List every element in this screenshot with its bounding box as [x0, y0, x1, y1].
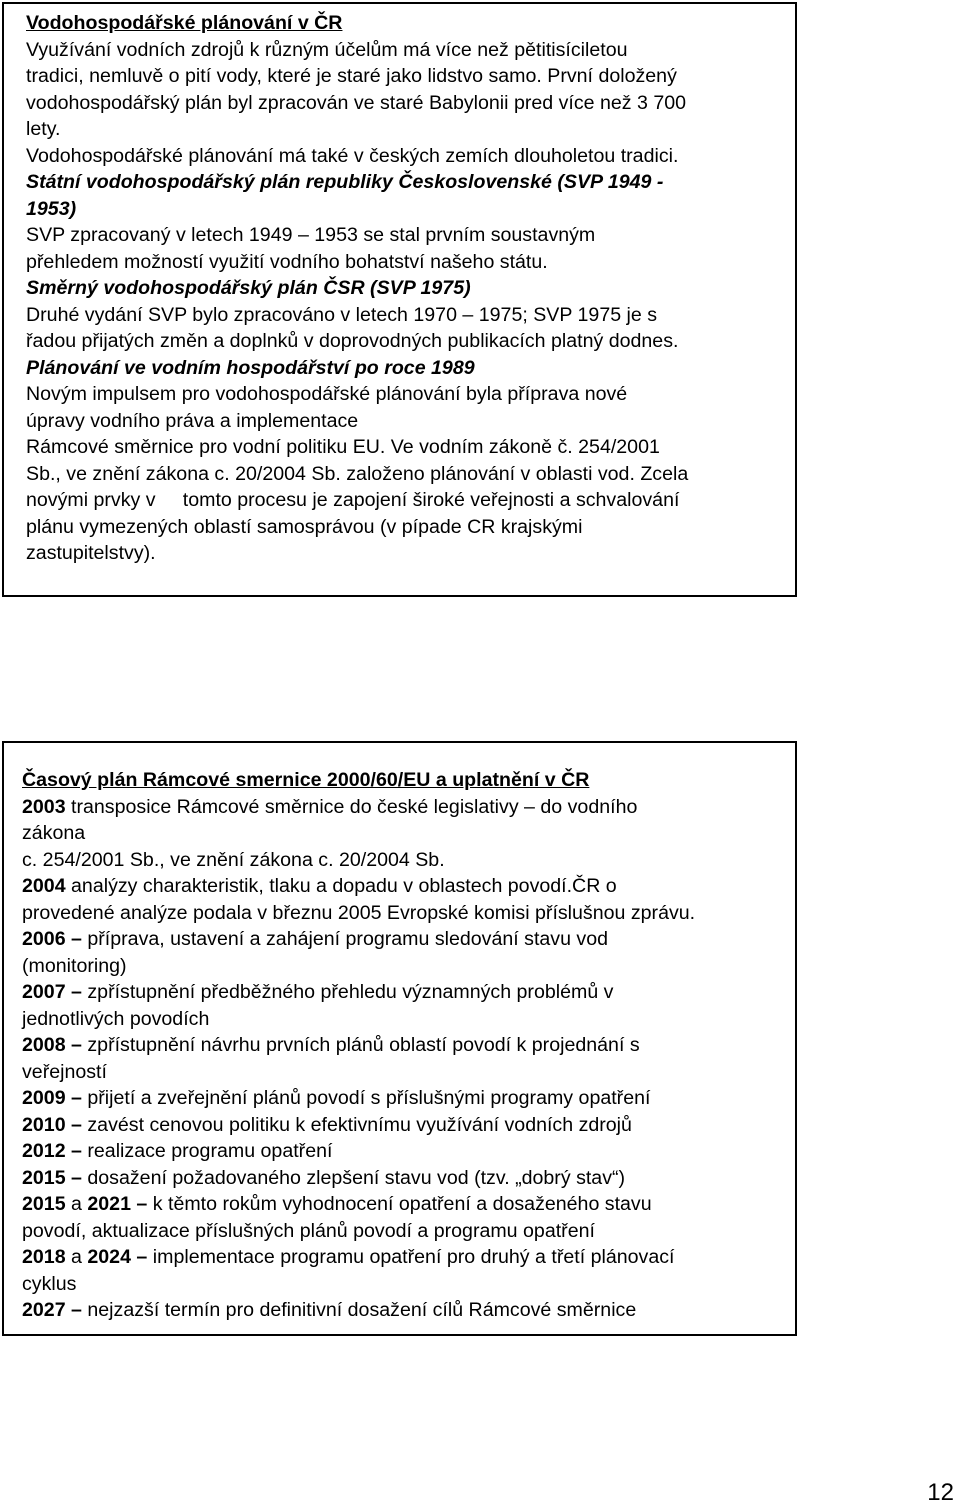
section-body-line: úpravy vodního práva a implementace: [26, 409, 359, 432]
timeline-year: 2015 –: [22, 1166, 82, 1189]
timeline-text: c. 254/2001 Sb., ve znění zákona c. 20/2004 Sb.: [22, 848, 445, 871]
timeline-line: [22, 820, 779, 847]
section-heading-svp-1975: Směrný vodohospodářský plán ČSR (SVP 1975): [26, 277, 471, 299]
timeline-line: [22, 926, 779, 953]
timeline-line: [22, 1297, 779, 1324]
timeline-line: [22, 1006, 779, 1033]
timeline-year: 2024 –: [87, 1246, 148, 1268]
timeline-text: implementace programu opatření pro druhý a třetí plánovací: [147, 1246, 675, 1268]
timeline-year: 2007 –: [22, 981, 82, 1003]
intro-line: Využívání vodních zdrojů k různým účelům má více než pětitisíciletou: [26, 38, 628, 61]
timeline-text: zákona: [22, 822, 86, 844]
intro-line: lety.: [26, 118, 61, 140]
timeline-line: [22, 1191, 779, 1218]
timeline-text: příprava, ustavení a zahájení programu sledování stavu vod: [81, 928, 609, 950]
section-body-line: řadou přijatých změn a doplnků v doprovodných publikacích platný dodnes.: [26, 330, 679, 352]
timeline-line: [22, 1244, 779, 1271]
timeline-line: [22, 953, 779, 980]
timeline-text: analýzy charakteristik, tlaku a dopadu v oblastech povodí.ČR o: [65, 875, 617, 897]
timeline-line: [22, 794, 779, 821]
timeline-line: [22, 1085, 779, 1112]
timeline-year: 2009 –: [22, 1087, 82, 1109]
timeline-text: zpřístupnění předběžného přehledu významných problémů v: [81, 981, 614, 1003]
timeline-text: veřejností: [22, 1060, 107, 1083]
timeline-text: provedené analýze podala v březnu 2005 Evropské komisi příslušnou zprávu.: [22, 901, 696, 924]
timeline-year: 2010 –: [22, 1113, 82, 1136]
slide-framework-directive-timeline: [2, 741, 797, 1336]
section-heading-svp-1949: Státní vodohospodářský plán republiky Československé (SVP 1949 -: [26, 171, 664, 193]
timeline-year: 2003: [22, 795, 66, 818]
timeline-connector: a: [65, 1193, 88, 1215]
timeline-text: přijetí a zveřejnění plánů povodí s příslušnými programy opatření: [81, 1087, 651, 1109]
timeline-line: [22, 1032, 779, 1059]
intro-line: tradici, nemluvě o pití vody, které je staré jako lidstvo samo. První doložený: [26, 65, 677, 87]
timeline-text: zpřístupnění návrhu prvních plánů oblastí povodí k projednání s: [81, 1034, 640, 1056]
timeline-year: 2021 –: [87, 1193, 148, 1215]
timeline-line: [22, 873, 779, 900]
timeline-line: [22, 979, 779, 1006]
timeline-text: povodí, aktualizace příslušných plánů povodí a programu opatření: [22, 1219, 595, 1242]
timeline-text: cyklus: [22, 1272, 77, 1295]
timeline-year: 2006 –: [22, 928, 82, 950]
section-body-line: SVP zpracovaný v letech 1949 – 1953 se stal prvním soustavným: [26, 224, 596, 246]
timeline-text: (monitoring): [22, 954, 127, 977]
section-body-line: zastupitelstvy).: [26, 542, 156, 564]
timeline-line: [22, 1138, 779, 1165]
timeline-text: zavést cenovou politiku k efektivnímu využívání vodních zdrojů: [81, 1113, 632, 1136]
section-body-line: novými prvky v tomto procesu je zapojení široké veřejnosti a schvalování: [26, 489, 680, 511]
page-number: 12: [927, 1479, 954, 1506]
timeline-year: 2027 –: [22, 1299, 82, 1321]
timeline-line: [22, 1271, 779, 1298]
timeline-line: [22, 1165, 779, 1192]
intro-line: Vodohospodářské plánování má také v českých zemích dlouholetou tradici.: [26, 144, 679, 167]
intro-line: vodohospodářský plán byl zpracován ve staré Babylonii pred více než 3 700: [26, 91, 687, 114]
section-body-line: Novým impulsem pro vodohospodářské plánování byla příprava nové: [26, 383, 628, 405]
section-body-line: Sb., ve znění zákona c. 20/2004 Sb. založeno plánování v oblasti vod. Zcela: [26, 462, 689, 485]
timeline-line: [22, 1112, 779, 1139]
timeline-year: 2018: [22, 1246, 66, 1268]
timeline-list: [22, 794, 779, 1324]
timeline-line: [22, 847, 779, 874]
section-body-line: plánu vymezených oblastí samosprávou (v pípade CR krajskými: [26, 515, 583, 538]
timeline-text: jednotlivých povodích: [22, 1007, 210, 1030]
timeline-year: 2008 –: [22, 1034, 82, 1056]
timeline-text: dosažení požadovaného zlepšení stavu vod (tzv. „dobrý stav“): [81, 1166, 626, 1189]
timeline-line: [22, 1059, 779, 1086]
slide-title: Vodohospodářské plánování v ČR: [26, 12, 343, 34]
timeline-text: k těmto rokům vyhodnocení opatření a dosaženého stavu: [147, 1193, 652, 1215]
section-heading-svp-1949: 1953): [26, 197, 77, 220]
timeline-text: nejzazší termín pro definitivní dosažení cílů Rámcové směrnice: [81, 1299, 637, 1321]
timeline-year: 2015: [22, 1193, 66, 1215]
timeline-line: [22, 1218, 779, 1245]
timeline-year: 2012 –: [22, 1140, 82, 1162]
timeline-connector: a: [65, 1246, 88, 1268]
section-heading-after-1989: Plánování ve vodním hospodářství po roce 1989: [26, 356, 475, 379]
section-body-line: Rámcové směrnice pro vodní politiku EU. Ve vodním zákoně č. 254/2001: [26, 436, 660, 458]
timeline-line: [22, 900, 779, 927]
section-body-line: Druhé vydání SVP bylo zpracováno v letech 1970 – 1975; SVP 1975 je s: [26, 303, 658, 326]
timeline-year: 2004: [22, 875, 66, 897]
timeline-text: transposice Rámcové směrnice do české legislativy – do vodního: [65, 795, 638, 818]
section-body-line: přehledem možností využití vodního bohatství našeho státu.: [26, 250, 548, 273]
slide-title: Časový plán Rámcové smernice 2000/60/EU a uplatnění v ČR: [22, 769, 590, 791]
timeline-text: realizace programu opatření: [81, 1140, 333, 1162]
slide-water-planning-history: [2, 2, 797, 597]
